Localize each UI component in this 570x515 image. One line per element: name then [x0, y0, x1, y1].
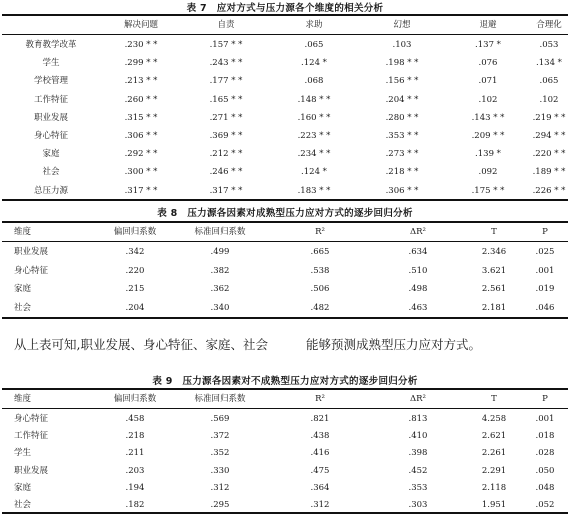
- table-row: [2, 145, 568, 163]
- row-label: 学生: [42, 58, 60, 69]
- table-cell: .194: [125, 482, 145, 493]
- table-row: [2, 109, 568, 127]
- table-cell: .475: [310, 465, 330, 476]
- table-cell: .001: [535, 414, 555, 424]
- row-label: 社会: [42, 167, 60, 178]
- table-cell: .220: [125, 265, 145, 276]
- table-cell: .124 *: [301, 167, 327, 178]
- table-cell: .342: [125, 247, 145, 257]
- table-cell: .102: [539, 94, 559, 105]
- table-cell: .243 * *: [209, 58, 243, 69]
- table9-header-1: 偏回归系数: [113, 394, 157, 404]
- table-cell: .353: [408, 482, 428, 493]
- table-cell: .160 * *: [297, 112, 331, 123]
- table-cell: .416: [310, 448, 330, 459]
- table7-bottom-rule: [2, 199, 568, 201]
- table-cell: .398: [408, 448, 428, 459]
- table-cell: .312: [310, 500, 330, 510]
- table9-header-3: R²: [315, 394, 325, 404]
- table-cell: .076: [478, 58, 498, 69]
- table-row: [2, 36, 568, 54]
- table8-header-1: 偏回归系数: [113, 227, 157, 237]
- table-cell: .143 * *: [471, 112, 505, 123]
- table-cell: .175 * *: [471, 185, 505, 196]
- table-cell: .330: [210, 465, 230, 476]
- row-label: 工作特征: [14, 431, 49, 442]
- table-cell: .294 * *: [532, 131, 566, 141]
- table-cell: .215: [125, 284, 145, 294]
- table-cell: .634: [408, 247, 428, 257]
- table-cell: .312: [210, 482, 230, 493]
- table-cell: .103: [392, 40, 412, 50]
- table7-header-6: 合理化: [536, 20, 562, 30]
- table-cell: .220 * *: [532, 149, 566, 160]
- table-cell: 2.181: [481, 302, 507, 313]
- table9-header-0: 维度: [14, 394, 32, 404]
- table-cell: .315 * *: [124, 112, 158, 123]
- table-cell: .218 * *: [385, 167, 419, 178]
- row-label: 身心特征: [33, 131, 68, 141]
- table7-header-4: 幻想: [393, 20, 411, 30]
- table-row: [2, 444, 568, 462]
- table-cell: 2.621: [481, 431, 507, 442]
- table9-header-6: P: [542, 394, 548, 404]
- table-cell: .177 * *: [209, 76, 243, 87]
- table-cell: .410: [408, 431, 428, 442]
- row-label: 职业发展: [14, 465, 49, 476]
- table-cell: .165 * *: [209, 94, 243, 105]
- table-cell: .046: [535, 302, 555, 313]
- table8-title: 表 8 压力源各因素对成熟型压力应对方式的逐步回归分析: [157, 208, 413, 219]
- table-cell: .065: [304, 40, 324, 50]
- table-cell: .048: [535, 482, 555, 493]
- table-cell: 3.621: [481, 265, 507, 276]
- table-cell: .372: [210, 431, 230, 442]
- table-cell: .306 * *: [385, 185, 419, 196]
- table9-header-5: T: [491, 394, 497, 404]
- table-cell: .299 * *: [124, 58, 158, 69]
- row-label: 身心特征: [14, 265, 49, 276]
- table9-header-2: 标准回归系数: [194, 394, 246, 404]
- table-cell: .223 * *: [297, 131, 331, 141]
- table-cell: 1.951: [481, 500, 507, 510]
- table-cell: .317 * *: [124, 185, 158, 196]
- table-cell: .317 * *: [209, 185, 243, 196]
- table-cell: .246 * *: [209, 167, 243, 178]
- table-cell: .498: [408, 284, 428, 294]
- table8-header-row: [2, 223, 568, 241]
- body-paragraph: [14, 336, 564, 354]
- table8-header-0: 维度: [14, 227, 32, 237]
- row-label: 职业发展: [33, 112, 68, 123]
- table9-header-rule: [2, 408, 568, 409]
- table-cell: .203: [125, 465, 145, 476]
- table-cell: .065: [539, 76, 559, 87]
- table-cell: .182: [125, 500, 145, 510]
- table-cell: .458: [125, 414, 145, 424]
- table8-header-2: 标准回归系数: [194, 227, 246, 237]
- table-cell: .018: [535, 431, 555, 442]
- table-cell: .052: [535, 500, 555, 510]
- table-cell: .506: [310, 284, 330, 294]
- table-row: [2, 243, 568, 261]
- table-cell: .139 *: [475, 149, 501, 160]
- table8-header-3: R²: [315, 227, 325, 237]
- table-cell: .204 * *: [385, 94, 419, 105]
- table-row: [2, 410, 568, 428]
- table-cell: .219 * *: [532, 112, 566, 123]
- table7-header-5: 退避: [479, 20, 497, 30]
- table-cell: .292 * *: [124, 149, 158, 160]
- table-cell: .050: [535, 465, 555, 476]
- row-label: 职业发展: [14, 247, 49, 257]
- table-cell: .303: [408, 500, 428, 510]
- row-label: 学校管理: [33, 76, 68, 87]
- table-cell: .230 * *: [124, 40, 158, 50]
- table7-header-2: 自责: [217, 20, 235, 30]
- table-cell: .183 * *: [297, 185, 331, 196]
- table-cell: .071: [478, 76, 498, 87]
- table7-header-3: 求助: [305, 20, 323, 30]
- table-cell: .300 * *: [124, 167, 158, 178]
- table8-bottom-rule: [2, 317, 568, 319]
- table-cell: .053: [539, 40, 559, 50]
- row-label: 家庭: [14, 284, 32, 294]
- row-label: 社会: [14, 500, 32, 510]
- table8-header-rule: [2, 241, 568, 242]
- row-label: 工作特征: [33, 94, 68, 105]
- table-cell: .499: [210, 247, 230, 257]
- table-cell: .068: [304, 76, 324, 87]
- table-cell: .510: [408, 265, 428, 276]
- table-cell: .569: [210, 414, 230, 424]
- table-row: [2, 262, 568, 280]
- table-cell: 2.346: [481, 247, 507, 257]
- row-label: 教育教学改革: [25, 40, 77, 50]
- table-cell: .148 * *: [297, 94, 331, 105]
- table-cell: .211: [125, 448, 145, 459]
- table-cell: .156 * *: [385, 76, 419, 87]
- table-cell: .218: [125, 431, 145, 442]
- table-cell: .340: [210, 302, 230, 313]
- table-cell: .025: [535, 247, 555, 257]
- table-cell: .364: [310, 482, 330, 493]
- table-cell: .665: [310, 247, 330, 257]
- table-cell: .273 * *: [385, 149, 419, 160]
- row-label: 家庭: [42, 149, 60, 160]
- table-cell: .280 * *: [385, 112, 419, 123]
- table-cell: .463: [408, 302, 428, 313]
- table-cell: 2.291: [481, 465, 507, 476]
- table-row: [2, 72, 568, 90]
- table-cell: .204: [125, 302, 145, 313]
- table-cell: .001: [535, 265, 555, 276]
- table-cell: .306 * *: [124, 131, 158, 141]
- table-cell: .198 * *: [385, 58, 419, 69]
- table-cell: .092: [478, 167, 498, 178]
- table9-title: 表 9 压力源各因素对不成熟型压力应对方式的逐步回归分析: [152, 376, 418, 387]
- table9-header-row: [2, 390, 568, 408]
- table-cell: .157 * *: [209, 40, 243, 50]
- table8-header-4: ΔR²: [410, 227, 426, 237]
- table-row: [2, 462, 568, 480]
- table-cell: 2.261: [481, 448, 507, 459]
- table-cell: .137 *: [475, 40, 501, 50]
- table-cell: .124 *: [301, 58, 327, 69]
- table-cell: .019: [535, 284, 555, 294]
- table7-header-1: 解决问题: [123, 20, 158, 30]
- table-row: [2, 127, 568, 145]
- row-label: 家庭: [14, 482, 32, 493]
- table9-header-4: ΔR²: [410, 394, 426, 404]
- table-cell: .353 * *: [385, 131, 419, 141]
- table7-header-row: [2, 16, 568, 34]
- table-cell: .352: [210, 448, 230, 459]
- table-cell: .226 * *: [532, 185, 566, 196]
- table7-header-0: [2, 16, 100, 34]
- table-cell: .189 * *: [532, 167, 566, 178]
- table-row: [2, 299, 568, 317]
- table-cell: .538: [310, 265, 330, 276]
- table-cell: 4.258: [481, 414, 507, 424]
- table-cell: .438: [310, 431, 330, 442]
- table-cell: .134 *: [536, 58, 562, 69]
- table-row: [2, 182, 568, 200]
- table-cell: .260 * *: [124, 94, 158, 105]
- table-cell: .209 * *: [471, 131, 505, 141]
- table-cell: .813: [408, 414, 428, 424]
- table-row: [2, 280, 568, 298]
- table7-title: 表 7 应对方式与压力源各个维度的相关分析: [186, 3, 384, 14]
- table8-header-6: P: [542, 227, 548, 237]
- row-label: 身心特征: [14, 414, 49, 424]
- table9-bottom-rule: [2, 512, 568, 514]
- table7-header-rule: [2, 34, 568, 35]
- row-label: 社会: [14, 302, 32, 313]
- table-cell: .213 * *: [124, 76, 158, 87]
- table-cell: .452: [408, 465, 428, 476]
- table-cell: .271 * *: [209, 112, 243, 123]
- row-label: 学生: [14, 448, 32, 459]
- table-cell: .212 * *: [209, 149, 243, 160]
- paragraph-part2: 能够预测成熟型压力应对方式。: [305, 337, 481, 352]
- table-cell: .369 * *: [209, 131, 243, 141]
- table-row: [2, 163, 568, 181]
- table-row: [2, 479, 568, 497]
- table-cell: .295: [210, 500, 230, 510]
- table-cell: 2.561: [481, 284, 507, 294]
- table8-header-5: T: [491, 227, 497, 237]
- table-cell: 2.118: [481, 482, 507, 493]
- table-cell: .382: [210, 265, 230, 276]
- table-cell: .821: [310, 414, 330, 424]
- table-cell: .362: [210, 284, 230, 294]
- table-row: [2, 427, 568, 445]
- table-row: [2, 91, 568, 109]
- paragraph-part1: 从上表可知,职业发展、身心特征、家庭、社会: [14, 337, 268, 352]
- row-label: 总压力源: [33, 185, 68, 196]
- table-cell: .482: [310, 302, 330, 313]
- table-cell: .102: [478, 94, 498, 105]
- table-cell: .234 * *: [297, 149, 331, 160]
- table-row: [2, 54, 568, 72]
- table-cell: .028: [535, 448, 555, 459]
